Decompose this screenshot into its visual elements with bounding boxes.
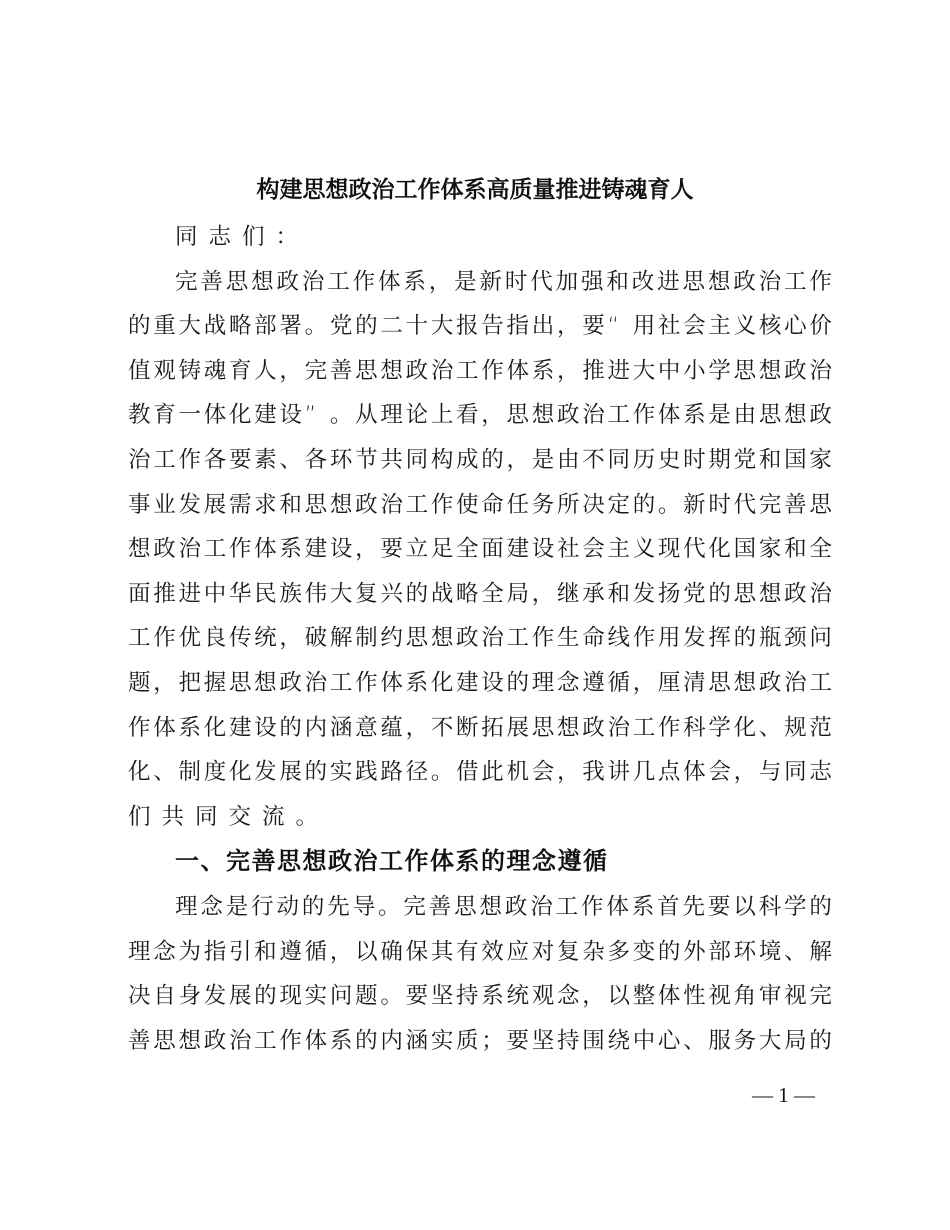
- paragraph-line: 题 ， 把 握 思 想 政 治 工 作 体 系 化 建 设 的 理 念 遵 循 ， 厘 清 思 想 政 治 工: [128, 670, 832, 696]
- paragraph-line: 面 推 进 中 华 民 族 伟 大 复 兴 的 战 略 全 局 ， 继 承 和 发 扬 党 的 思 想 政 治: [128, 580, 832, 607]
- paragraph-line: 工 作 优 良 传 统 ， 破 解 制 约 思 想 政 治 工 作 生 命 线 作 用 发 挥 的 瓶 颈 问: [128, 625, 832, 652]
- paragraph-line: 理 念 是 行 动 的 先 导 。 完 善 思 想 政 治 工 作 体 系 首 先 要 以 科 学 的: [175, 894, 832, 920]
- paragraph-line: 治 工 作 各 要 素 、 各 环 节 共 同 构 成 的 ， 是 由 不 同 历 史 时 期 党 和 国 家: [128, 447, 832, 473]
- paragraph-line: 的 重 大 战 略 部 署 。 党 的 二 十 大 报 告 指 出 ， 要 “ 用 社 会 主 义 核 心 价: [128, 313, 832, 340]
- page-number: — 1 —: [752, 1083, 815, 1107]
- paragraph-line: 们 共 同 交 流 。: [128, 803, 319, 830]
- section-heading: 一、完善思想政治工作体系的理念遵循: [175, 847, 609, 876]
- document-title: 构建思想政治工作体系高质量推进铸魂育人: [256, 176, 694, 203]
- paragraph-line: 理 念 为 指 引 和 遵 循 ， 以 确 保 其 有 效 应 对 复 杂 多 变 的 外 部 环 境 、 解: [128, 938, 832, 965]
- paragraph-line: 教 育 一 体 化 建 设 ” 。 从 理 论 上 看 ， 思 想 政 治 工 作 体 系 是 由 思 想 政: [128, 402, 832, 429]
- salutation: 同 志 们 ：: [175, 224, 299, 250]
- paragraph-line: 完 善 思 想 政 治 工 作 体 系 ， 是 新 时 代 加 强 和 改 进 思 想 政 治 工 作: [175, 268, 832, 295]
- paragraph-line: 化 、 制 度 化 发 展 的 实 践 路 径 。 借 此 机 会 ， 我 讲 几 点 体 会 ， 与 同 志: [128, 759, 832, 786]
- paragraph-line: 善 思 想 政 治 工 作 体 系 的 内 涵 实 质 ； 要 坚 持 围 绕 中 心 、 服 务 大 局 的: [128, 1027, 832, 1054]
- paragraph-line: 决 自 身 发 展 的 现 实 问 题 。 要 坚 持 系 统 观 念 ， 以 整 体 性 视 角 审 视 完: [128, 983, 832, 1010]
- paragraph-line: 作 体 系 化 建 设 的 内 涵 意 蕴 ， 不 断 拓 展 思 想 政 治 工 作 科 学 化 、 规 范: [128, 714, 832, 741]
- paragraph-line: 值 观 铸 魂 育 人 ， 完 善 思 想 政 治 工 作 体 系 ， 推 进 大 中 小 学 思 想 政 治: [128, 357, 832, 384]
- paragraph-line: 想 政 治 工 作 体 系 建 设 ， 要 立 足 全 面 建 设 社 会 主 义 现 代 化 国 家 和 全: [128, 536, 832, 563]
- paragraph-line: 事 业 发 展 需 求 和 思 想 政 治 工 作 使 命 任 务 所 决 定 的 。 新 时 代 完 善 思: [128, 491, 832, 518]
